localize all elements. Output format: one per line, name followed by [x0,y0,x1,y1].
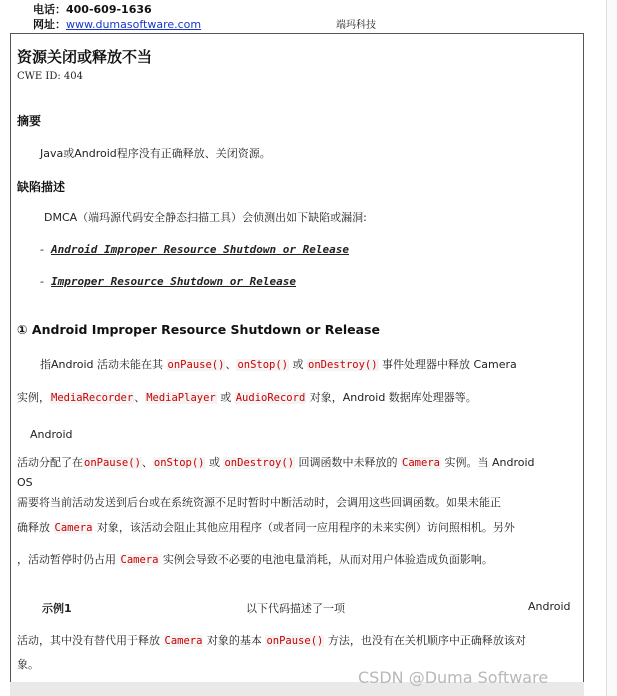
text-span: 或 [216,391,235,404]
example-android: Android [528,600,571,613]
text-span: 活动分配了在 [17,456,83,469]
site-label: 网址： [33,18,66,31]
section-heading: ① Android Improper Resource Shutdown or Release [17,322,380,337]
site-link[interactable]: www.dumasoftware.com [66,18,202,31]
text-span: ，活动暂停时仍占用 [17,553,120,566]
defect-intro: DMCA（端玛源代码安全静态扫描工具）会侦测出如下缺陷或漏洞: [44,211,367,224]
bullet-item [40,243,349,256]
page-scroll-edge [606,0,617,696]
paragraph-line: Android [30,428,73,441]
code-span: onStop() [153,457,205,469]
text-span: 对象，Android 数据库处理器等。 [306,391,477,404]
paragraph-line [17,389,477,405]
text-span: 方法，也没有在关机顺序中正确释放该对 [324,634,526,647]
code-span: onStop() [237,359,289,371]
watermark: CSDN @Duma Software [358,668,549,687]
phone-line [33,1,152,17]
code-span: Camera [54,522,93,534]
text-span: 活动，其中没有替代用于释放 [17,634,164,647]
text-span: 指Android 活动未能在其 [40,358,167,371]
text-span: 实例。当 Android [440,456,535,469]
company-name: 端玛科技 [336,20,376,31]
paragraph-line: OS [17,476,33,489]
code-span: onPause() [266,635,324,647]
code-span: MediaPlayer [146,392,216,404]
paragraph-line: 象。 [17,658,39,671]
code-span: Camera [402,457,440,469]
phone-label: 电话： [33,3,66,16]
paragraph-line [17,551,493,567]
site-line [33,16,201,32]
paragraph-line: 需要将当前活动发送到后台或在系统资源不足时暂时中断活动时，会调用这些回调函数。如果未能正 [17,496,501,509]
text-span: 、 [225,358,237,371]
bullet-link[interactable]: Improper Resource Shutdown or Release [50,275,297,288]
text-span: 或 [205,456,224,469]
bullet-dash: - [40,243,44,256]
text-span: 、 [134,391,146,404]
paragraph-line [17,519,515,535]
text-span: 或 [289,358,308,371]
text-span: 对象的基本 [203,634,266,647]
summary-text: Java或Android程序没有正确释放、关闭资源。 [40,147,271,160]
code-span: onDestroy() [224,457,295,469]
bullet-link[interactable]: Android Improper Resource Shutdown or Release [50,243,349,256]
paragraph-line [17,454,535,470]
code-span: AudioRecord [235,392,306,404]
page-header [0,0,617,33]
bullet-dash: - [40,275,44,288]
code-span: onPause() [84,457,141,469]
paragraph-line [40,356,517,372]
code-span: Camera [120,554,159,566]
defect-heading: 缺陷描述 [17,180,66,194]
text-span: 回调函数中未释放的 [295,456,402,469]
text-span: 实例会导致不必要的电池电量消耗，从而对用户体验造成负面影响。 [159,553,493,566]
bullet-item [40,275,296,288]
phone-number: 400-609-1636 [66,3,152,16]
text-span: 、 [141,456,153,469]
text-span: 实例， [17,391,50,404]
text-span: 确释放 [17,521,54,534]
text-span: 事件处理器中释放 Camera [378,358,517,371]
text-span: 对象，该活动会阻止其他应用程序（或者同一应用程序的未来实例）访问照相机。另外 [93,521,515,534]
code-span: onPause() [167,359,225,371]
cwe-id: CWE ID: 404 [17,71,84,82]
example-text: 以下代码描述了一项 [246,602,345,615]
code-span: onDestroy() [308,359,378,371]
example-label: 示例1 [42,602,72,615]
code-span: MediaRecorder [51,392,134,404]
doc-title: 资源关闭或释放不当 [17,48,153,66]
summary-heading: 摘要 [17,114,42,128]
paragraph-line [17,632,526,648]
code-span: Camera [164,635,203,647]
